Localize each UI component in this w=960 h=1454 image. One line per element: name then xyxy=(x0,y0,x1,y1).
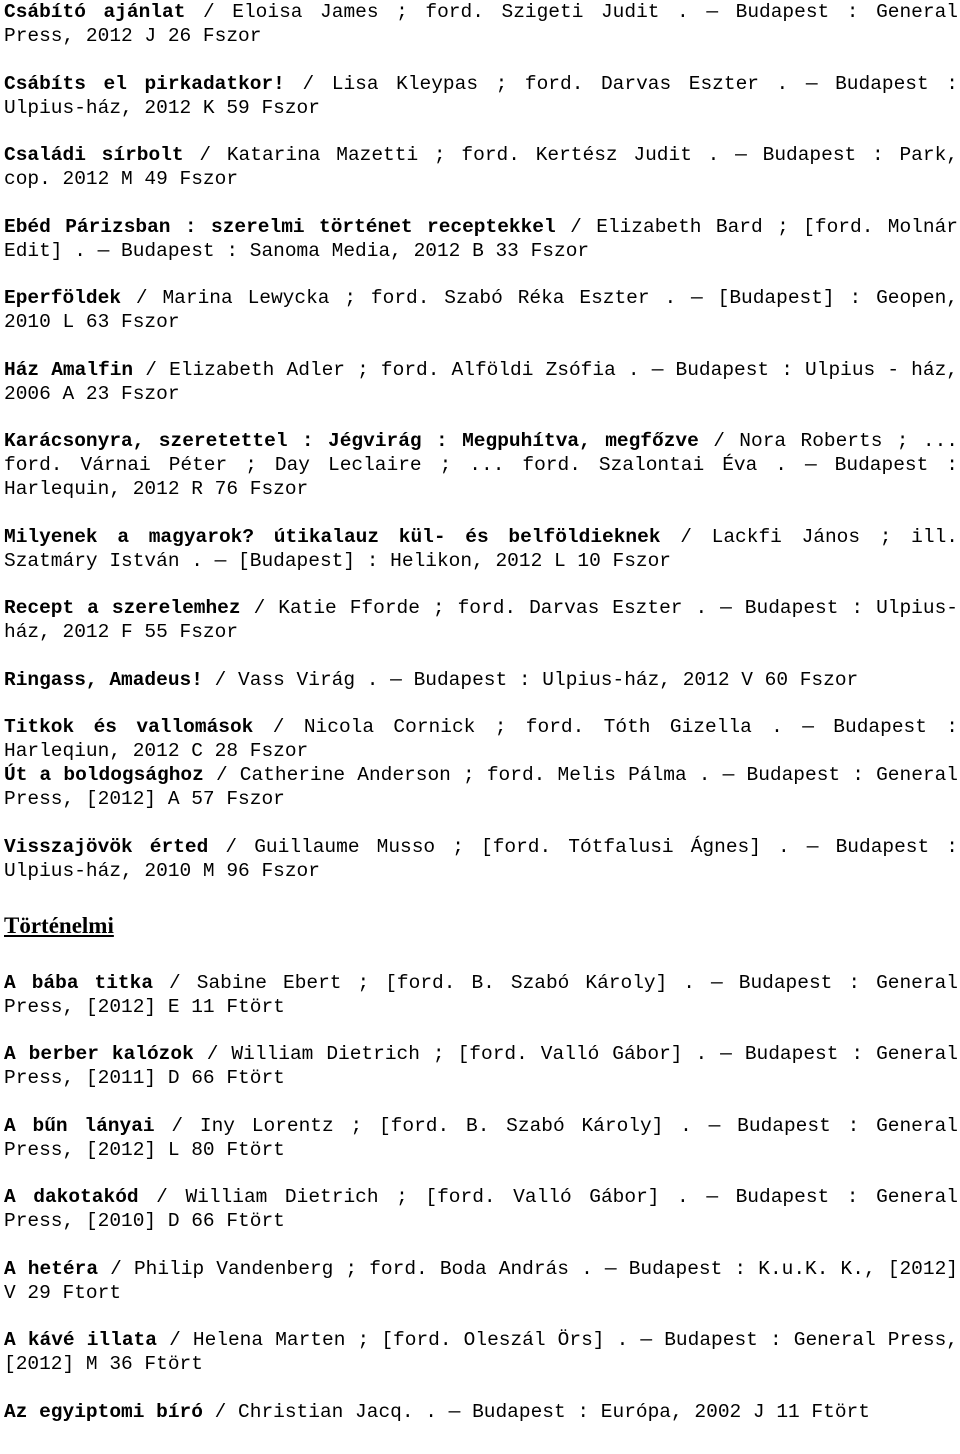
entry-details: / Iny Lorentz ; [ford. B. Szabó Károly] . — Budapest : General Press, [2012] L 80 Ftört xyxy=(4,1114,958,1161)
catalog-page xyxy=(4,0,958,1424)
entry-details: / Eloisa James ; ford. Szigeti Judit . — Budapest : General Press, 2012 J 26 Fszor xyxy=(4,1,958,47)
entry-title: A berber kalózok xyxy=(4,1043,194,1065)
entry-title: A hetéra xyxy=(4,1257,99,1280)
catalog-entry xyxy=(4,1185,958,1233)
catalog-entry xyxy=(4,1114,958,1162)
catalog-entry xyxy=(4,1400,958,1424)
entry-details: / Christian Jacq. . — Budapest : Európa, 2002 J 11 Ftört xyxy=(202,1400,870,1423)
entry-title: Csábíts el pirkadatkor! xyxy=(4,72,285,95)
catalog-entry xyxy=(4,715,958,763)
catalog-entry xyxy=(4,835,958,883)
catalog-entry xyxy=(4,1328,958,1376)
entry-title: A dakotakód xyxy=(4,1186,139,1208)
entry-title: Ebéd Párizsban : szerelmi történet receptekkel xyxy=(4,215,556,238)
entry-details: / Marina Lewycka ; ford. Szabó Réka Eszter . — [Budapest] : Geopen, 2010 L 63 Fszor xyxy=(4,287,958,333)
entry-details: / Vass Virág . — Budapest : Ulpius-ház, 2012 V 60 Fszor xyxy=(202,668,859,691)
entry-details: / Sabine Ebert ; [ford. B. Szabó Károly] . — Budapest : General Press, [2012] E 11 Ftört xyxy=(4,971,958,1018)
entry-details: / Guillaume Musso ; [ford. Tótfalusi Ágnes] . — Budapest : Ulpius-ház, 2010 M 96 Fszor xyxy=(4,835,958,882)
entry-title: Az egyiptomi bíró xyxy=(4,1400,203,1423)
entry-title: Titkok és vallomások xyxy=(4,716,254,738)
entry-details: / William Dietrich ; [ford. Valló Gábor] . — Budapest : General Press, [2010] D 66 Ftört xyxy=(4,1186,958,1232)
entry-details: / Elizabeth Adler ; ford. Alföldi Zsófia . — Budapest : Ulpius - ház, 2006 A 23 Fszor xyxy=(4,358,958,405)
entry-title: Ház Amalfin xyxy=(4,358,134,381)
entry-details: / William Dietrich ; [ford. Valló Gábor] . — Budapest : General Press, [2011] D 66 Ftört xyxy=(4,1043,958,1089)
entry-title: Milyenek a magyarok? útikalauz kül- és belföldieknek xyxy=(4,525,661,548)
entry-title: Visszajövök érted xyxy=(4,835,209,858)
catalog-entry xyxy=(4,1042,958,1090)
entry-details: / Philip Vandenberg ; ford. Boda András . — Budapest : K.u.K. K., [2012] V 29 Ftort xyxy=(4,1257,958,1304)
entry-title: Csábító ajánlat xyxy=(4,1,186,23)
section-heading: Történelmi xyxy=(4,912,114,938)
entry-details: / Lisa Kleypas ; ford. Darvas Eszter . — Budapest : Ulpius-ház, 2012 K 59 Fszor xyxy=(4,72,958,119)
catalog-entry xyxy=(4,215,958,263)
entry-title: Recept a szerelemhez xyxy=(4,597,241,619)
entry-title: Út a boldogsághoz xyxy=(4,764,204,786)
entry-title: Ringass, Amadeus! xyxy=(4,668,203,691)
catalog-entry xyxy=(4,72,958,120)
entry-details: / Katarina Mazetti ; ford. Kertész Judit . — Budapest : Park, cop. 2012 M 49 Fszor xyxy=(4,144,958,190)
entry-title: A bába titka xyxy=(4,971,154,994)
catalog-entry xyxy=(4,763,958,811)
catalog-entry xyxy=(4,596,958,644)
entry-details: / Nora Roberts ; ... ford. Várnai Péter ; Day Leclaire ; ... ford. Szalontai Éva . — Budapest : Harlequin, 2012 R 76 Fszor xyxy=(4,430,958,500)
catalog-entry xyxy=(4,358,958,406)
entry-details: / Helena Marten ; [ford. Oleszál Örs] . — Budapest : General Press, [2012] M 36 Ftört xyxy=(4,1329,959,1375)
entry-title: A kávé illata xyxy=(4,1329,157,1351)
entry-details: / Elizabeth Bard ; [ford. Molnár Edit] . — Budapest : Sanoma Media, 2012 B 33 Fszor xyxy=(4,215,958,262)
catalog-entry xyxy=(4,0,958,48)
catalog-entry xyxy=(4,525,958,573)
catalog-entry xyxy=(4,143,958,191)
entry-title: A bűn lányai xyxy=(4,1114,155,1137)
entry-title: Eperföldek xyxy=(4,287,122,309)
entry-details: / Catherine Anderson ; ford. Melis Pálma . — Budapest : General Press, [2012] A 57 Fszor xyxy=(4,764,958,810)
entry-details: / Nicola Cornick ; ford. Tóth Gizella . — Budapest : Harleqiun, 2012 C 28 Fszor xyxy=(4,716,958,762)
entry-title: Karácsonyra, szeretettel : Jégvirág : Megpuhítva, megfőzve xyxy=(4,430,699,452)
entry-details: / Katie Fforde ; ford. Darvas Eszter . — Budapest : Ulpius-ház, 2012 F 55 Fszor xyxy=(4,597,958,643)
catalog-entry xyxy=(4,1257,958,1305)
catalog-entry xyxy=(4,429,958,501)
catalog-entry xyxy=(4,668,958,692)
catalog-entry xyxy=(4,286,958,334)
catalog-entry xyxy=(4,971,958,1019)
entry-title: Családi sírbolt xyxy=(4,144,184,166)
entry-details: / Lackfi János ; ill. Szatmáry István . — [Budapest] : Helikon, 2012 L 10 Fszor xyxy=(4,525,958,572)
